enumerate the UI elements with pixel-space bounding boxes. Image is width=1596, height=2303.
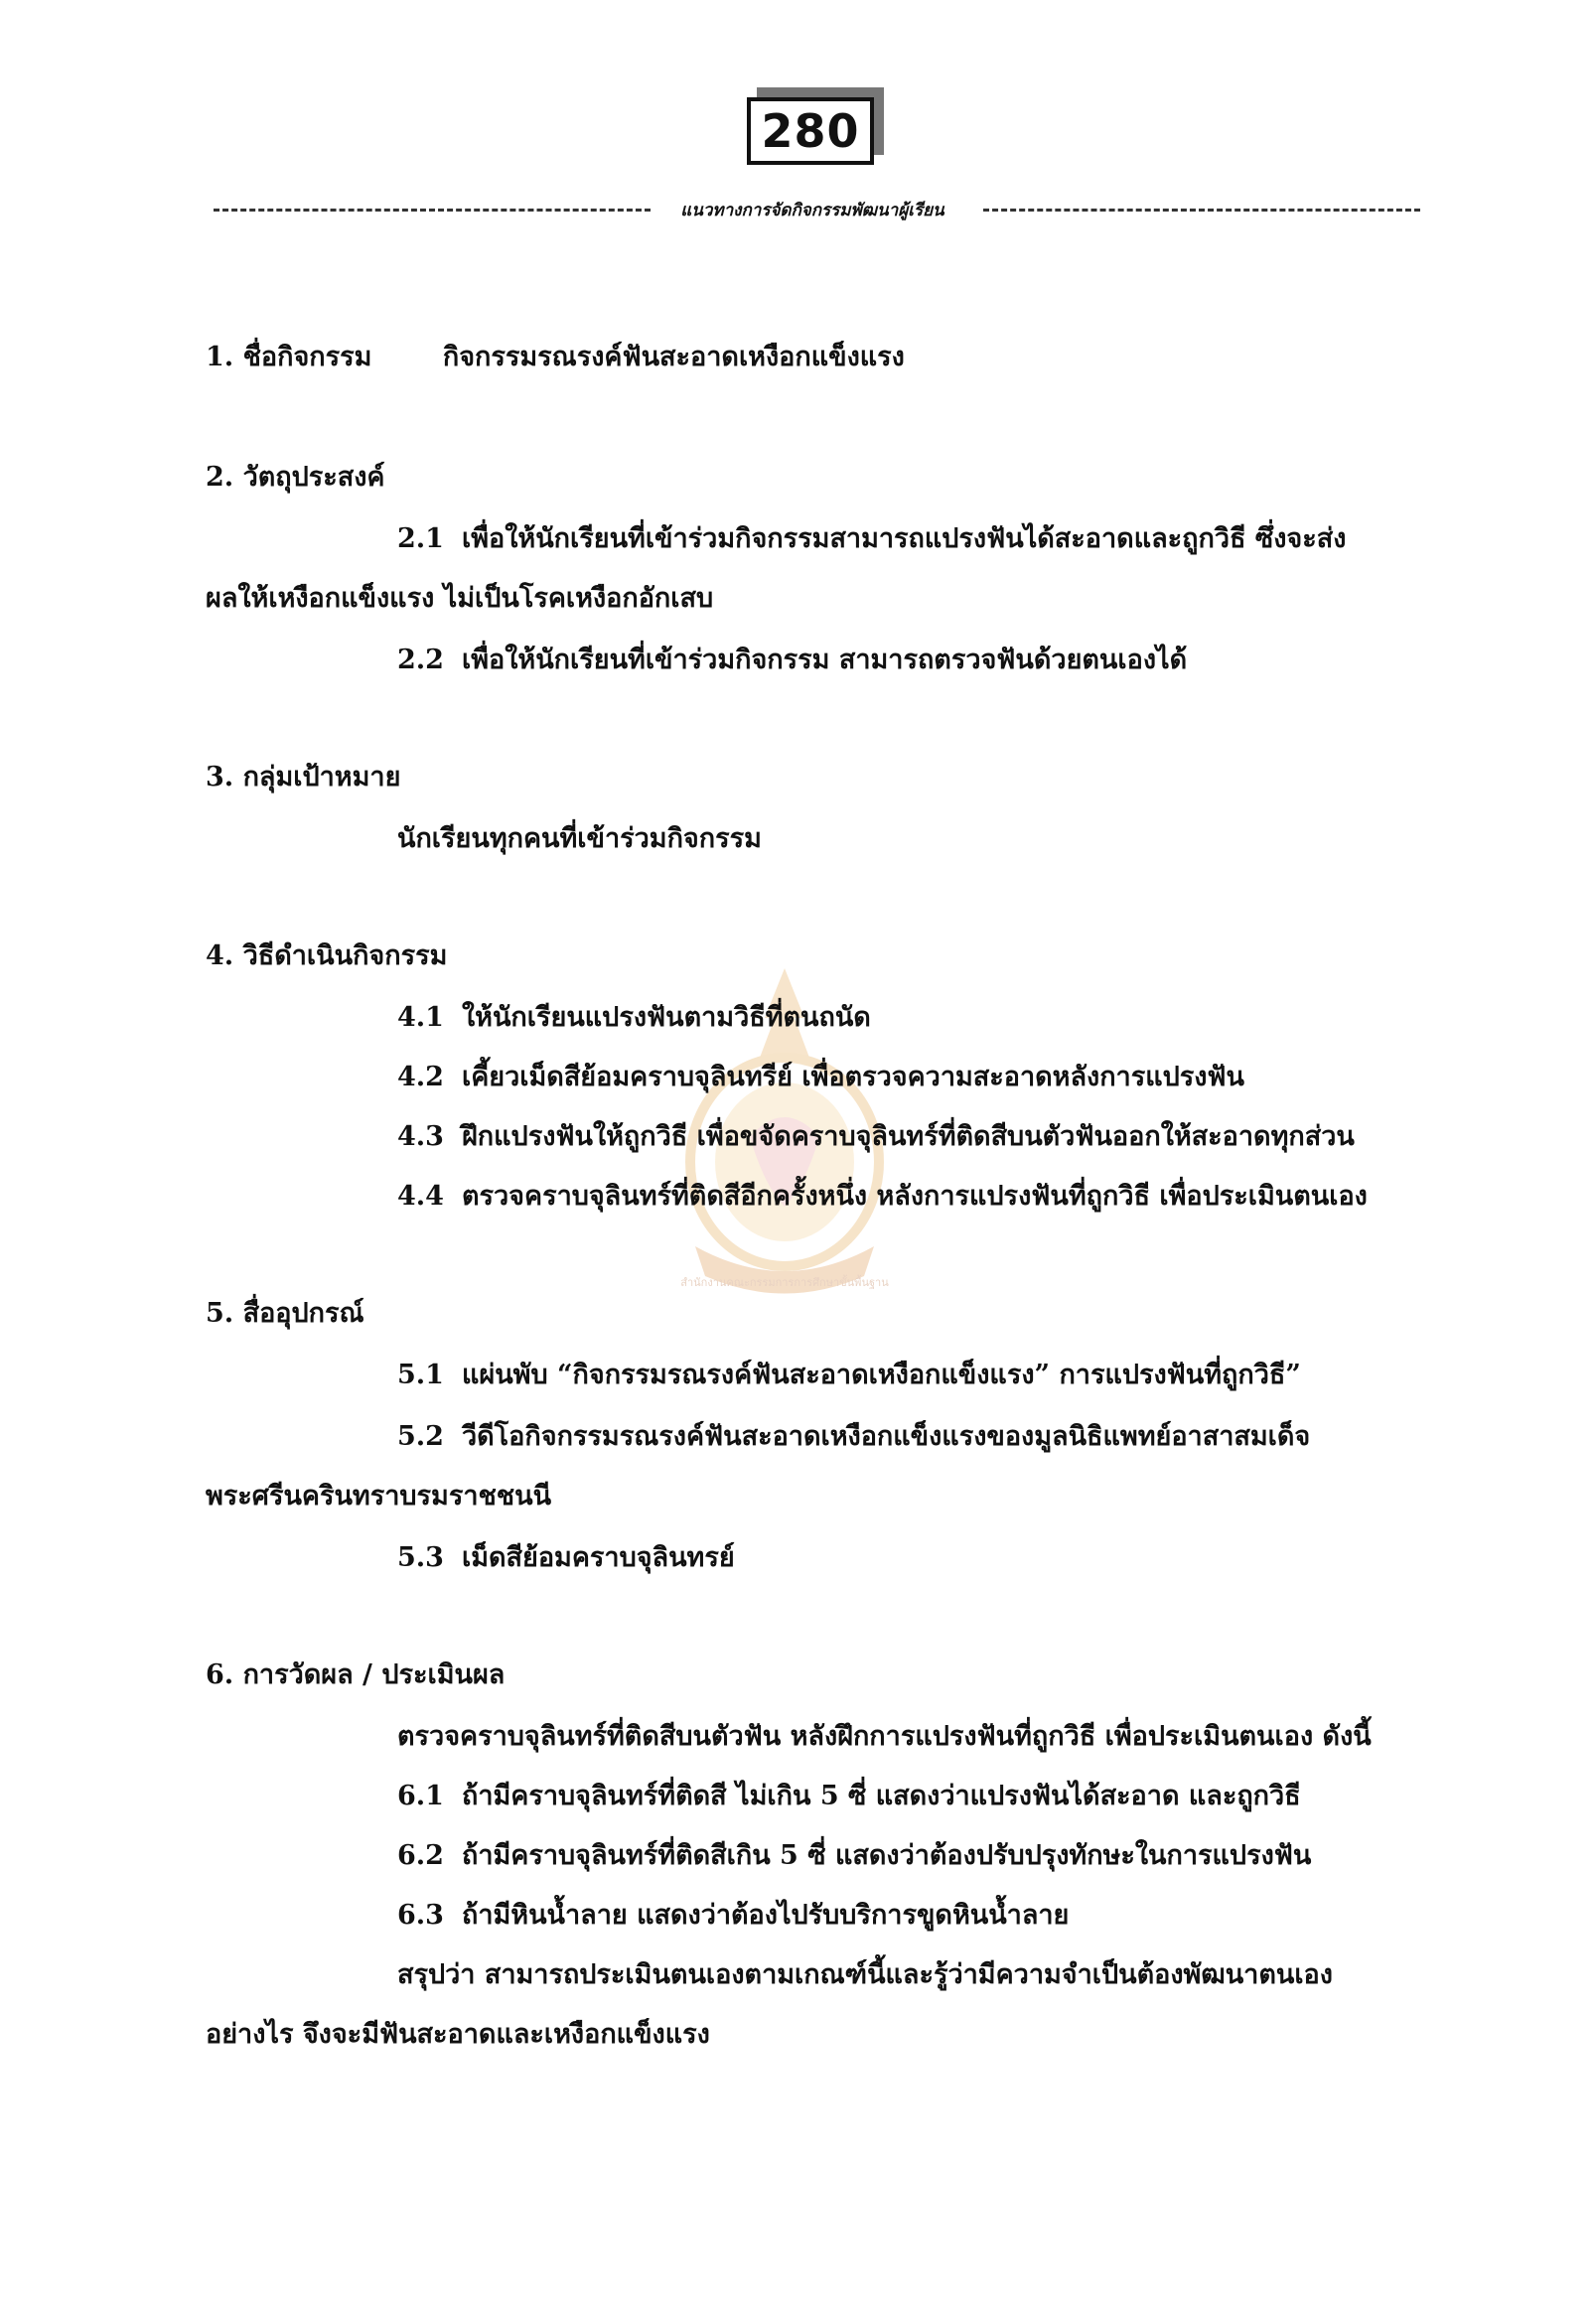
objective-2-1-line-2: ผลให้เหงือกแข็งแรง ไม่เป็นโรคเหงือกอักเสบ	[206, 583, 714, 614]
item-number: 4.1	[397, 1002, 444, 1033]
material-5-2-line-1	[397, 1414, 1310, 1457]
material-5-1	[397, 1353, 1301, 1395]
item-number: 6.2	[397, 1840, 444, 1871]
item-text: ฝึกแปรงฟันให้ถูกวิธี เพื่อขจัดคราบจุลินทร์ที่ติดสีบนตัวฟันออกให้สะอาดทุกส่วน	[461, 1121, 1355, 1152]
item-number: 5.1	[397, 1360, 444, 1390]
running-header: แนวทางการจัดกิจกรรมพัฒนาผู้เรียน	[680, 201, 944, 220]
summary-line-2: อย่างไร จึงจะมีฟันสะอาดและเหงือกแข็งแรง	[206, 2019, 710, 2050]
item-number: 5.2	[397, 1421, 444, 1452]
activity-name: กิจกรรมรณรงค์ฟันสะอาดเหงือกแข็งแรง	[442, 342, 905, 372]
evaluation-6-3	[397, 1893, 1069, 1936]
procedure-4-4	[397, 1174, 1368, 1217]
section-1-label: 1. ชื่อกิจกรรม	[206, 342, 372, 372]
section-2-heading: 2. วัตถุประสงค์	[206, 462, 385, 493]
page-number: 280	[761, 104, 860, 158]
section-4-heading: 4. วิธีดำเนินกิจกรรม	[206, 940, 448, 971]
target-group-text: นักเรียนทุกคนที่เข้าร่วมกิจกรรม	[397, 823, 762, 854]
item-text: ตรวจคราบจุลินทร์ที่ติดสีอีกครั้งหนึ่ง หลังการแปรงฟันที่ถูกวิธี เพื่อประเมินตนเอง	[461, 1181, 1368, 1212]
page-number-box	[747, 97, 874, 165]
section-1-heading	[206, 335, 905, 377]
evaluation-intro: ตรวจคราบจุลินทร์ที่ติดสีบนตัวฟัน หลังฝึกการแปรงฟันที่ถูกวิธี เพื่อประเมินตนเอง ดังนี้	[397, 1721, 1372, 1752]
evaluation-6-2	[397, 1833, 1311, 1876]
item-text: ถ้ามีคราบจุลินทร์ที่ติดสีเกิน 5 ซี่ แสดงว่าต้องปรับปรุงทักษะในการแปรงฟัน	[461, 1840, 1312, 1871]
item-text: ให้นักเรียนแปรงฟันตามวิธีที่ตนถนัด	[461, 1002, 871, 1033]
material-5-3	[397, 1535, 735, 1578]
item-number: 4.2	[397, 1062, 444, 1092]
item-number: 2.2	[397, 645, 444, 675]
procedure-4-2	[397, 1055, 1244, 1097]
section-6-heading: 6. การวัดผล / ประเมินผล	[206, 1659, 506, 1690]
evaluation-6-1	[397, 1774, 1301, 1816]
section-5-heading: 5. สื่ออุปกรณ์	[206, 1298, 364, 1329]
objective-2-2	[397, 638, 1187, 680]
item-text: เพื่อให้นักเรียนที่เข้าร่วมกิจกรรม สามารถตรวจฟันด้วยตนเองได้	[461, 645, 1188, 675]
procedure-4-1	[397, 995, 871, 1038]
watermark-text: สำนักงานคณะกรรมการการศึกษาขั้นพื้นฐาน	[680, 1276, 889, 1289]
item-number: 4.3	[397, 1121, 444, 1152]
item-text: ถ้ามีคราบจุลินทร์ที่ติดสี ไม่เกิน 5 ซี่ แสดงว่าแปรงฟันได้สะอาด และถูกวิธี	[461, 1781, 1301, 1811]
item-text: วีดีโอกิจกรรมรณรงค์ฟันสะอาดเหงือกแข็งแรงของมูลนิธิแพทย์อาสาสมเด็จ	[461, 1421, 1311, 1452]
material-5-2-line-2: พระศรีนครินทราบรมราชชนนี	[206, 1481, 552, 1511]
header-rule-left	[214, 209, 651, 212]
item-text: ถ้ามีหินน้ำลาย แสดงว่าต้องไปรับบริการขูดหินน้ำลาย	[461, 1900, 1070, 1931]
item-number: 2.1	[397, 523, 444, 554]
procedure-4-3	[397, 1114, 1355, 1157]
item-number: 4.4	[397, 1181, 444, 1212]
item-number: 5.3	[397, 1542, 444, 1573]
item-text: แผ่นพับ “กิจกรรมรณรงค์ฟันสะอาดเหงือกแข็งแรง” การแปรงฟันที่ถูกวิธี”	[461, 1360, 1301, 1390]
item-text: เคี้ยวเม็ดสีย้อมคราบจุลินทรีย์ เพื่อตรวจความสะอาดหลังการแปรงฟัน	[461, 1062, 1245, 1092]
item-text: เพื่อให้นักเรียนที่เข้าร่วมกิจกรรมสามารถแปรงฟันได้สะอาดและถูกวิธี ซึ่งจะส่ง	[461, 523, 1347, 554]
item-number: 6.3	[397, 1900, 444, 1931]
summary-line-1: สรุปว่า สามารถประเมินตนเองตามเกณฑ์นี้และรู้ว่ามีความจำเป็นต้องพัฒนาตนเอง	[397, 1959, 1333, 1990]
item-text: เม็ดสีย้อมคราบจุลินทรย์	[461, 1542, 735, 1573]
header-rule-right	[983, 209, 1420, 212]
objective-2-1-line-1	[397, 516, 1346, 559]
section-3-heading: 3. กลุ่มเป้าหมาย	[206, 762, 401, 792]
item-number: 6.1	[397, 1781, 444, 1811]
